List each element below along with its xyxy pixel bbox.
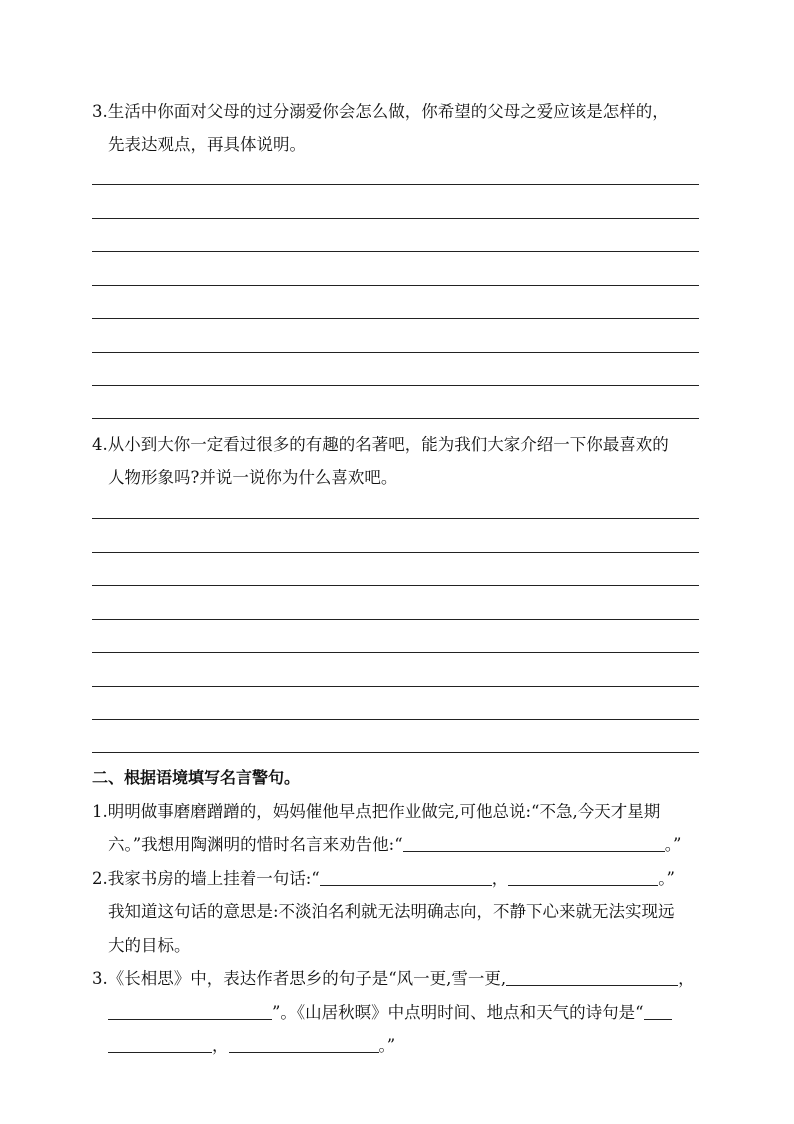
answer-line[interactable] xyxy=(92,619,699,620)
item-3-line-1 xyxy=(92,968,695,990)
fill-blank[interactable] xyxy=(403,835,665,852)
item-2-text-c: 。” xyxy=(658,869,675,888)
answer-line[interactable] xyxy=(92,585,699,586)
item-2-line-2: 我知道这句话的意思是:不淡泊名利就无法明确志向，不静下心来就无法实现远 xyxy=(108,902,675,921)
item-3-text-c: ”。《山居秋暝》中点明时间、地点和天气的诗句是“ xyxy=(272,1003,644,1022)
question-4-line-1: 4.从小到大你一定看过很多的有趣的名著吧，能为我们大家介绍一下你最喜欢的 xyxy=(92,435,669,454)
answer-line[interactable] xyxy=(92,686,699,687)
question-4-line-2: 人物形象吗?并说一说你为什么喜欢吧。 xyxy=(108,468,398,487)
answer-line[interactable] xyxy=(92,652,699,653)
item-2-text-b: ， xyxy=(491,869,509,888)
fill-blank[interactable] xyxy=(644,1003,672,1020)
item-3-text-d: ， xyxy=(212,1036,229,1055)
item-3-text-b: ， xyxy=(678,969,695,988)
item-3-line-3 xyxy=(108,1035,395,1057)
fill-blank[interactable] xyxy=(108,1003,272,1020)
fill-blank[interactable] xyxy=(506,969,678,986)
section-2-title: 二、根据语境填写名言警句。 xyxy=(92,768,301,787)
answer-line[interactable] xyxy=(92,318,699,319)
answer-line[interactable] xyxy=(92,218,699,219)
answer-line[interactable] xyxy=(92,719,699,720)
item-2-text-a: 2.我家书房的墙上挂着一句话:“ xyxy=(92,869,320,888)
item-1-line-2 xyxy=(108,834,681,856)
item-2-line-3: 大的目标。 xyxy=(108,936,191,955)
answer-line[interactable] xyxy=(92,752,699,753)
answer-line[interactable] xyxy=(92,385,699,386)
fill-blank[interactable] xyxy=(229,1036,379,1053)
fill-blank[interactable] xyxy=(108,1036,212,1053)
question-3-line-2: 先表达观点，再具体说明。 xyxy=(108,135,306,154)
item-1-line-1: 1.明明做事磨磨蹭蹭的，妈妈催他早点把作业做完,可他总说:“不急,今天才星期 xyxy=(92,802,661,821)
item-3-line-2 xyxy=(108,1002,672,1024)
answer-line[interactable] xyxy=(92,518,699,519)
answer-line[interactable] xyxy=(92,352,699,353)
answer-line[interactable] xyxy=(92,418,699,419)
item-3-text-a: 3.《长相思》中，表达作者思乡的句子是“风一更,雪一更, xyxy=(92,969,507,988)
answer-line[interactable] xyxy=(92,184,699,185)
answer-line[interactable] xyxy=(92,285,699,286)
item-2-line-1 xyxy=(92,868,675,890)
answer-line[interactable] xyxy=(92,251,699,252)
fill-blank[interactable] xyxy=(508,869,658,886)
item-1-text-b: 。” xyxy=(664,835,682,854)
item-1-text-a: 六。”我想用陶渊明的惜时名言来劝告他:“ xyxy=(108,835,403,854)
item-3-text-e: 。” xyxy=(378,1036,396,1055)
question-3-line-1: 3.生活中你面对父母的过分溺爱你会怎么做，你希望的父母之爱应该是怎样的， xyxy=(92,102,669,121)
answer-line[interactable] xyxy=(92,552,699,553)
fill-blank[interactable] xyxy=(320,869,492,886)
